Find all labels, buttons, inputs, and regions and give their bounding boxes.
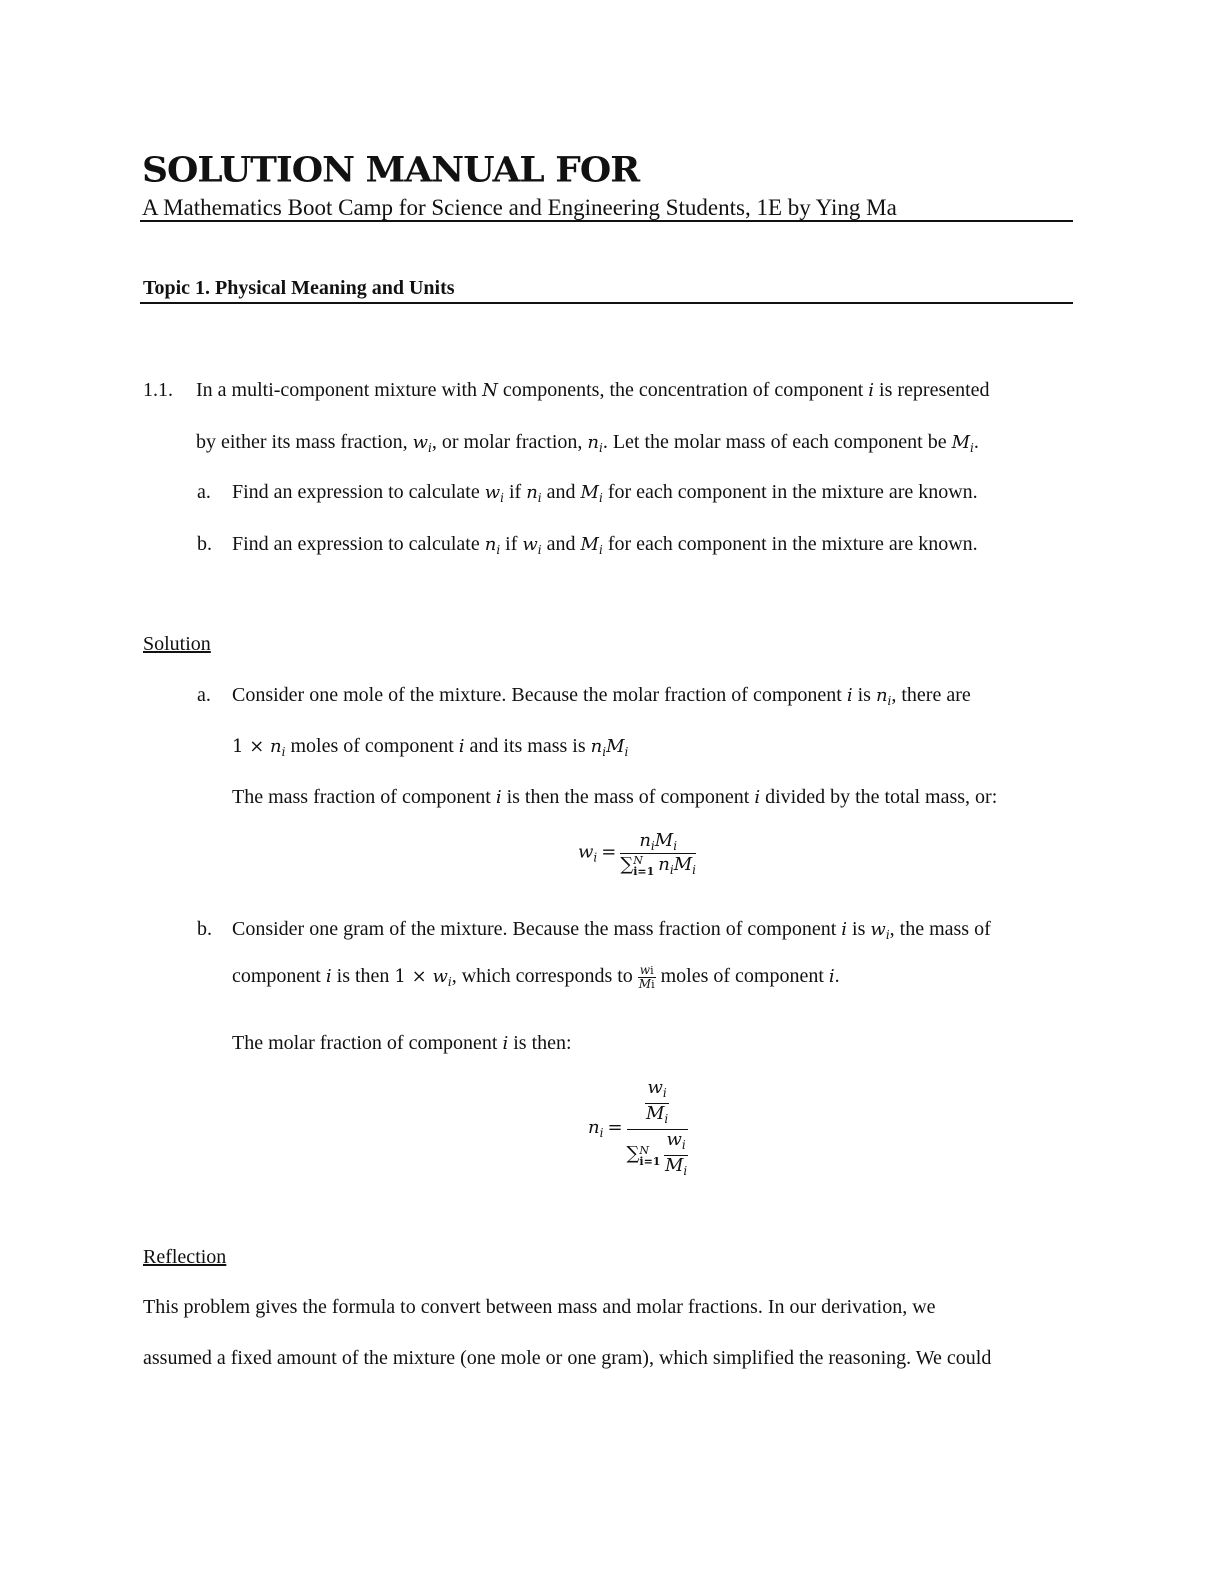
mass-fraction-fraction: $n_iM_i$ ∑ N i=1 $n_iM_i$ xyxy=(620,830,696,879)
inline-fraction-w-over-m: $\frac{wi}{Mi}$ xyxy=(638,963,655,991)
problem-line-1: In a multi-component mixture with N components, the concentration of component i is represented xyxy=(196,379,990,401)
part-a-text: Find an expression to calculate $w_i$ if $n_i$ and $M_i$ for each component in the mixture are known. xyxy=(232,481,978,505)
reflection-line-1: This problem gives the formula to convert between mass and molar fractions. In our derivation, we xyxy=(143,1296,936,1318)
solution-b-line-1: Consider one gram of the mixture. Because the mass fraction of component i is $w_i$, the mass of xyxy=(232,918,991,942)
solution-a-label: a. xyxy=(197,684,211,706)
part-b-label: b. xyxy=(197,533,212,555)
reflection-line-2: assumed a fixed amount of the mixture (one mole or one gram), which simplified the reasoning. We could xyxy=(143,1347,992,1369)
solution-heading: Solution xyxy=(143,633,211,655)
molar-fraction-fraction: $\frac{w_i}{M_i}$ ∑ N i=1 $\frac{w_i}{M_i}$ xyxy=(626,1077,688,1178)
solution-b-label: b. xyxy=(197,918,212,940)
solution-b-line-3: The molar fraction of component i is then: xyxy=(232,1032,572,1054)
equation-molar-fraction: $n_i$ = $\frac{w_i}{M_i}$ ∑ N i=1 $\frac{w_i}{M_i}$ xyxy=(588,1078,688,1181)
problem-number: 1.1. xyxy=(143,379,173,401)
solution-a-line-3: The mass fraction of component i is then the mass of component i divided by the total mass, or: xyxy=(232,786,998,808)
topic-rule xyxy=(140,302,1073,304)
solution-a-line-1: Consider one mole of the mixture. Because the molar fraction of component i is $n_i$, there are xyxy=(232,684,971,708)
part-b-text: Find an expression to calculate $n_i$ if $w_i$ and $M_i$ for each component in the mixture are known. xyxy=(232,533,978,557)
header-rule xyxy=(140,220,1073,222)
topic-heading: Topic 1. Physical Meaning and Units xyxy=(143,277,455,299)
document-title: SOLUTION MANUAL FOR xyxy=(142,150,640,190)
equation-mass-fraction: $w_i$ = $n_iM_i$ ∑ N i=1 $n_iM_i$ xyxy=(578,830,696,879)
problem-line-2: by either its mass fraction, $w_i$, or molar fraction, $n_i$. Let the molar mass of each component be $M_i$. xyxy=(196,431,979,455)
reflection-heading: Reflection xyxy=(143,1246,227,1268)
part-a-label: a. xyxy=(197,481,211,503)
document-subtitle: A Mathematics Boot Camp for Science and Engineering Students, 1E by Ying Ma xyxy=(142,195,897,220)
solution-a-line-2: $1 \times n_i$ moles of component i and its mass is $n_iM_i$ xyxy=(232,735,629,759)
solution-b-line-2: component i is then $1 \times w_i$, which corresponds to $\frac{wi}{Mi}$ moles of component i. xyxy=(232,963,840,991)
